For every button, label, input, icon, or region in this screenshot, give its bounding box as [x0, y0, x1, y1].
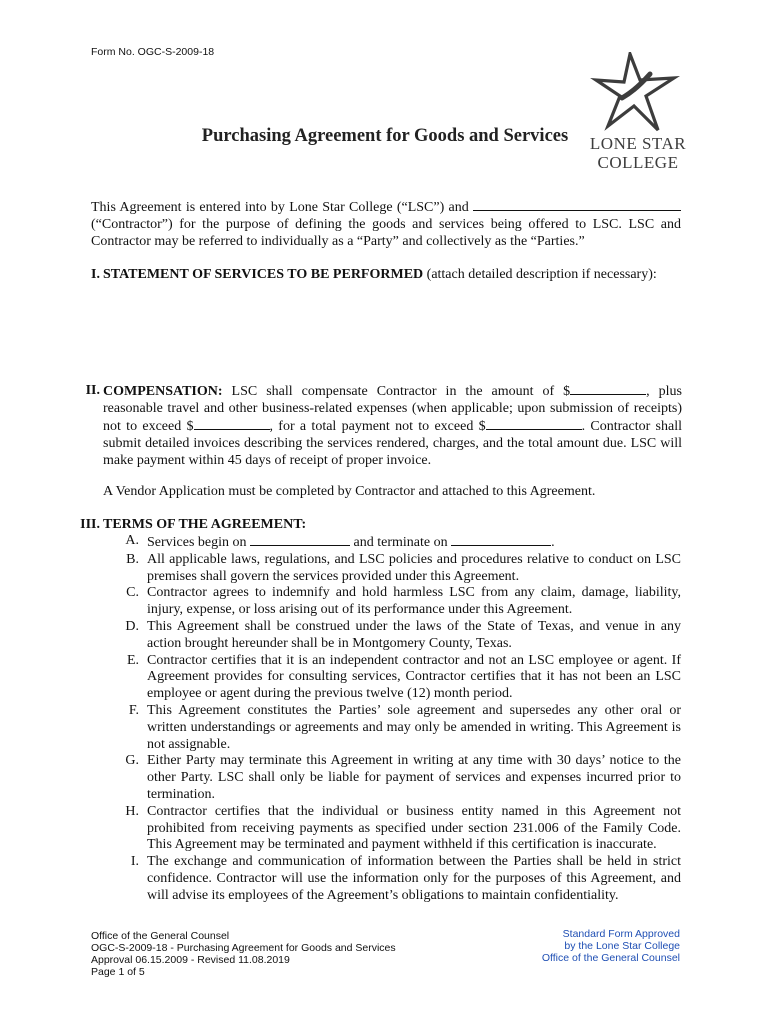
end-date-field[interactable]	[451, 533, 551, 546]
list-item-letter: H.	[125, 803, 139, 819]
list-item-letter: C.	[126, 585, 139, 601]
lone-star-college-logo	[588, 52, 688, 170]
list-item-text: Contractor certifies that it is an independent contractor and not an LSC employee or agent. If Agreement provides for consulting services, Contractor certifies that it has not been an LSC employee or agent during the previous twelve (12) month period.	[147, 652, 681, 702]
section-heading: COMPENSATION:	[103, 384, 223, 399]
section-number: II.	[85, 383, 100, 398]
list-item-letter: D.	[125, 618, 139, 634]
compensation-amount-field[interactable]	[570, 382, 646, 395]
logo-line-2: COLLEGE	[597, 153, 679, 172]
logo-line-1: LONE STAR	[589, 134, 687, 153]
approval-line: Standard Form Approved	[562, 928, 680, 940]
list-item	[121, 533, 681, 552]
list-item	[121, 703, 681, 753]
list-item-letter: F.	[128, 702, 139, 718]
footer-form-title: OGC-S-2009-18 - Purchasing Agreement for Goods and Services	[91, 942, 396, 954]
total-payment-field[interactable]	[486, 417, 582, 430]
section-number: I.	[91, 267, 100, 282]
footer-office: Office of the General Counsel	[91, 930, 230, 942]
compensation-text: , plus reasonable travel and other business-related expenses (when applicable; upon submission of receipts) not to exceed $	[103, 384, 683, 434]
list-item	[121, 854, 681, 904]
approval-line: by the Lone Star College	[564, 940, 680, 952]
section-number: III.	[80, 517, 100, 532]
list-item-text: and terminate on	[350, 535, 452, 550]
list-item	[121, 552, 681, 586]
section-heading: TERMS OF THE AGREEMENT:	[103, 517, 307, 532]
compensation-text: , for a total payment not to exceed $	[269, 419, 486, 434]
document-title: Purchasing Agreement for Goods and Services	[201, 126, 569, 146]
list-item	[121, 653, 681, 703]
start-date-field[interactable]	[250, 533, 350, 546]
terms-list	[121, 533, 681, 905]
vendor-application-note	[78, 483, 682, 503]
list-item	[121, 619, 681, 653]
list-item-letter: I.	[130, 854, 139, 870]
form-number: Form No. OGC-S-2009-18	[91, 46, 215, 58]
footer-approval-stamp	[520, 928, 680, 964]
list-item	[121, 753, 681, 803]
list-item-text: .	[551, 535, 555, 550]
compensation-text: LSC shall compensate Contractor in the amount of $	[222, 384, 571, 399]
list-item-text: The exchange and communication of information between the Parties shall be held in strict confidence. Contractor will use the information only for the purposes of this Agreement, and will advise its employees of the Agreement’s obligations to maintain confidentiality.	[147, 854, 681, 903]
approval-line: Office of the General Counsel	[541, 952, 680, 964]
section-subtext: (attach detailed description if necessary):	[423, 267, 657, 282]
list-item	[121, 585, 681, 619]
list-item-text: Contractor agrees to indemnify and hold harmless LSC from any claim, damage, liability, injury, expense, or loss arising out of its performance under this Agreement.	[147, 585, 681, 618]
list-item-text: Services begin on	[147, 535, 251, 550]
intro-text-2: (“Contractor”) for the purpose of defining the goods and services being offered to LSC. LSC and Contractor may be referred to individually as a “Party” and collectively as the “Parties.”	[91, 217, 681, 249]
expenses-limit-field[interactable]	[194, 417, 270, 430]
footer-document-info	[91, 930, 396, 978]
contractor-name-field[interactable]	[473, 198, 681, 211]
section-heading: STATEMENT OF SERVICES TO BE PERFORMED	[103, 267, 424, 282]
footer-revision: Approval 06.15.2009 - Revised 11.08.2019	[91, 954, 290, 966]
list-item-text: Contractor certifies that the individual or business entity named in this Agreement not prohibited from receiving payments as specified under section 231.006 of the Family Code. This Agreement may be terminated and payment withheld if this certification is inaccurate.	[147, 803, 681, 853]
list-item-letter: G.	[125, 753, 139, 769]
footer-page-number: Page 1 of 5	[91, 966, 145, 978]
list-item-text: All applicable laws, regulations, and LSC policies and procedures relative to conduct on LSC premises shall govern the services provided under this Agreement.	[147, 551, 681, 584]
list-item-text: This Agreement shall be construed under the laws of the State of Texas, and venue in any action brought hereunder shall be in Montgomery County, Texas.	[147, 618, 681, 651]
list-item	[121, 804, 681, 854]
section-statement-of-services	[78, 266, 682, 286]
list-item-letter: B.	[126, 551, 139, 567]
vendor-note-text: A Vendor Application must be completed by Contractor and attached to this Agreement.	[103, 484, 596, 499]
list-item-text: This Agreement constitutes the Parties’ sole agreement and supersedes any other oral or written understandings or agreements and may only be amended in writing. This Agreement is not assignable.	[147, 702, 681, 752]
list-item-letter: A.	[125, 533, 139, 548]
intro-text-1: This Agreement is entered into by Lone Star College (“LSC”) and	[91, 200, 469, 215]
section-compensation	[78, 382, 682, 472]
list-item-letter: E.	[126, 652, 139, 668]
list-item-text: Either Party may terminate this Agreement in writing at any time with 30 days’ notice to the other Party. LSC shall only be liable for payment of services and expenses incurred prior to termination.	[147, 753, 681, 802]
star-icon	[588, 52, 688, 132]
intro-paragraph	[91, 198, 681, 250]
compensation-text: . Contractor shall submit detailed invoices describing the services rendered, charges, and the total amount due. LSC will make payment within 45 days of receipt of proper invoice.	[103, 419, 683, 468]
